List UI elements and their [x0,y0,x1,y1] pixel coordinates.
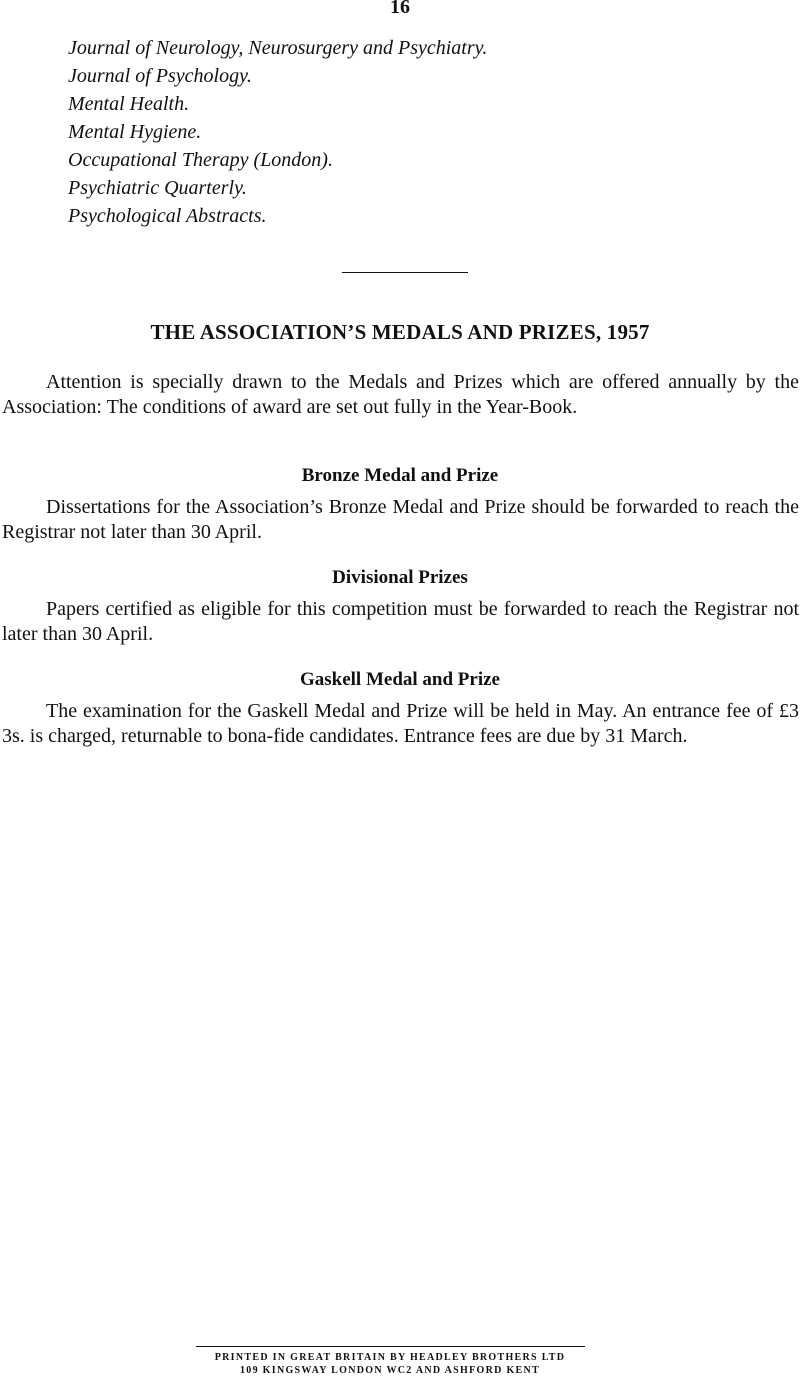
section-divider [342,272,468,273]
journal-list [68,34,487,230]
bronze-medal-heading: Bronze Medal and Prize [301,465,499,486]
page-number: 16 [390,0,410,18]
journal-item: Occupational Therapy (London). [68,149,333,171]
section-title: THE ASSOCIATION’S MEDALS AND PRIZES, 1957 [150,320,650,344]
journal-item: Journal of Neurology, Neurosurgery and Psychiatry. [68,37,488,59]
printer-line-1: PRINTED IN GREAT BRITAIN BY HEADLEY BROTHERS LTD [214,1352,566,1363]
divisional-prizes-paragraph: Papers certified as eligible for this competition must be forwarded to reach the Registrar not later than 30 April. [2,598,799,645]
journal-item: Psychiatric Quarterly. [68,177,247,199]
printer-line-2: 109 KINGSWAY LONDON WC2 AND ASHFORD KENT [239,1365,540,1376]
journal-item: Psychological Abstracts. [68,205,267,227]
intro-paragraph: Attention is specially drawn to the Medals and Prizes which are offered annually by the Association: The conditions of award are set out fully in the Year-Book. [2,371,799,418]
journal-item: Mental Health. [68,93,190,115]
gaskell-medal-paragraph: The examination for the Gaskell Medal and Prize will be held in May. An entrance fee of £3 3s. is charged, returnable to bona-fide candidates. Entrance fees are due by 31 March. [2,700,799,747]
journal-item: Journal of Psychology. [68,65,252,87]
divisional-prizes-heading: Divisional Prizes [332,567,468,588]
footer-rule [196,1346,585,1347]
gaskell-medal-heading: Gaskell Medal and Prize [299,669,500,690]
bronze-medal-paragraph: Dissertations for the Association’s Bronze Medal and Prize should be forwarded to reach the Registrar not later than 30 April. [2,496,799,543]
journal-item: Mental Hygiene. [68,121,202,143]
